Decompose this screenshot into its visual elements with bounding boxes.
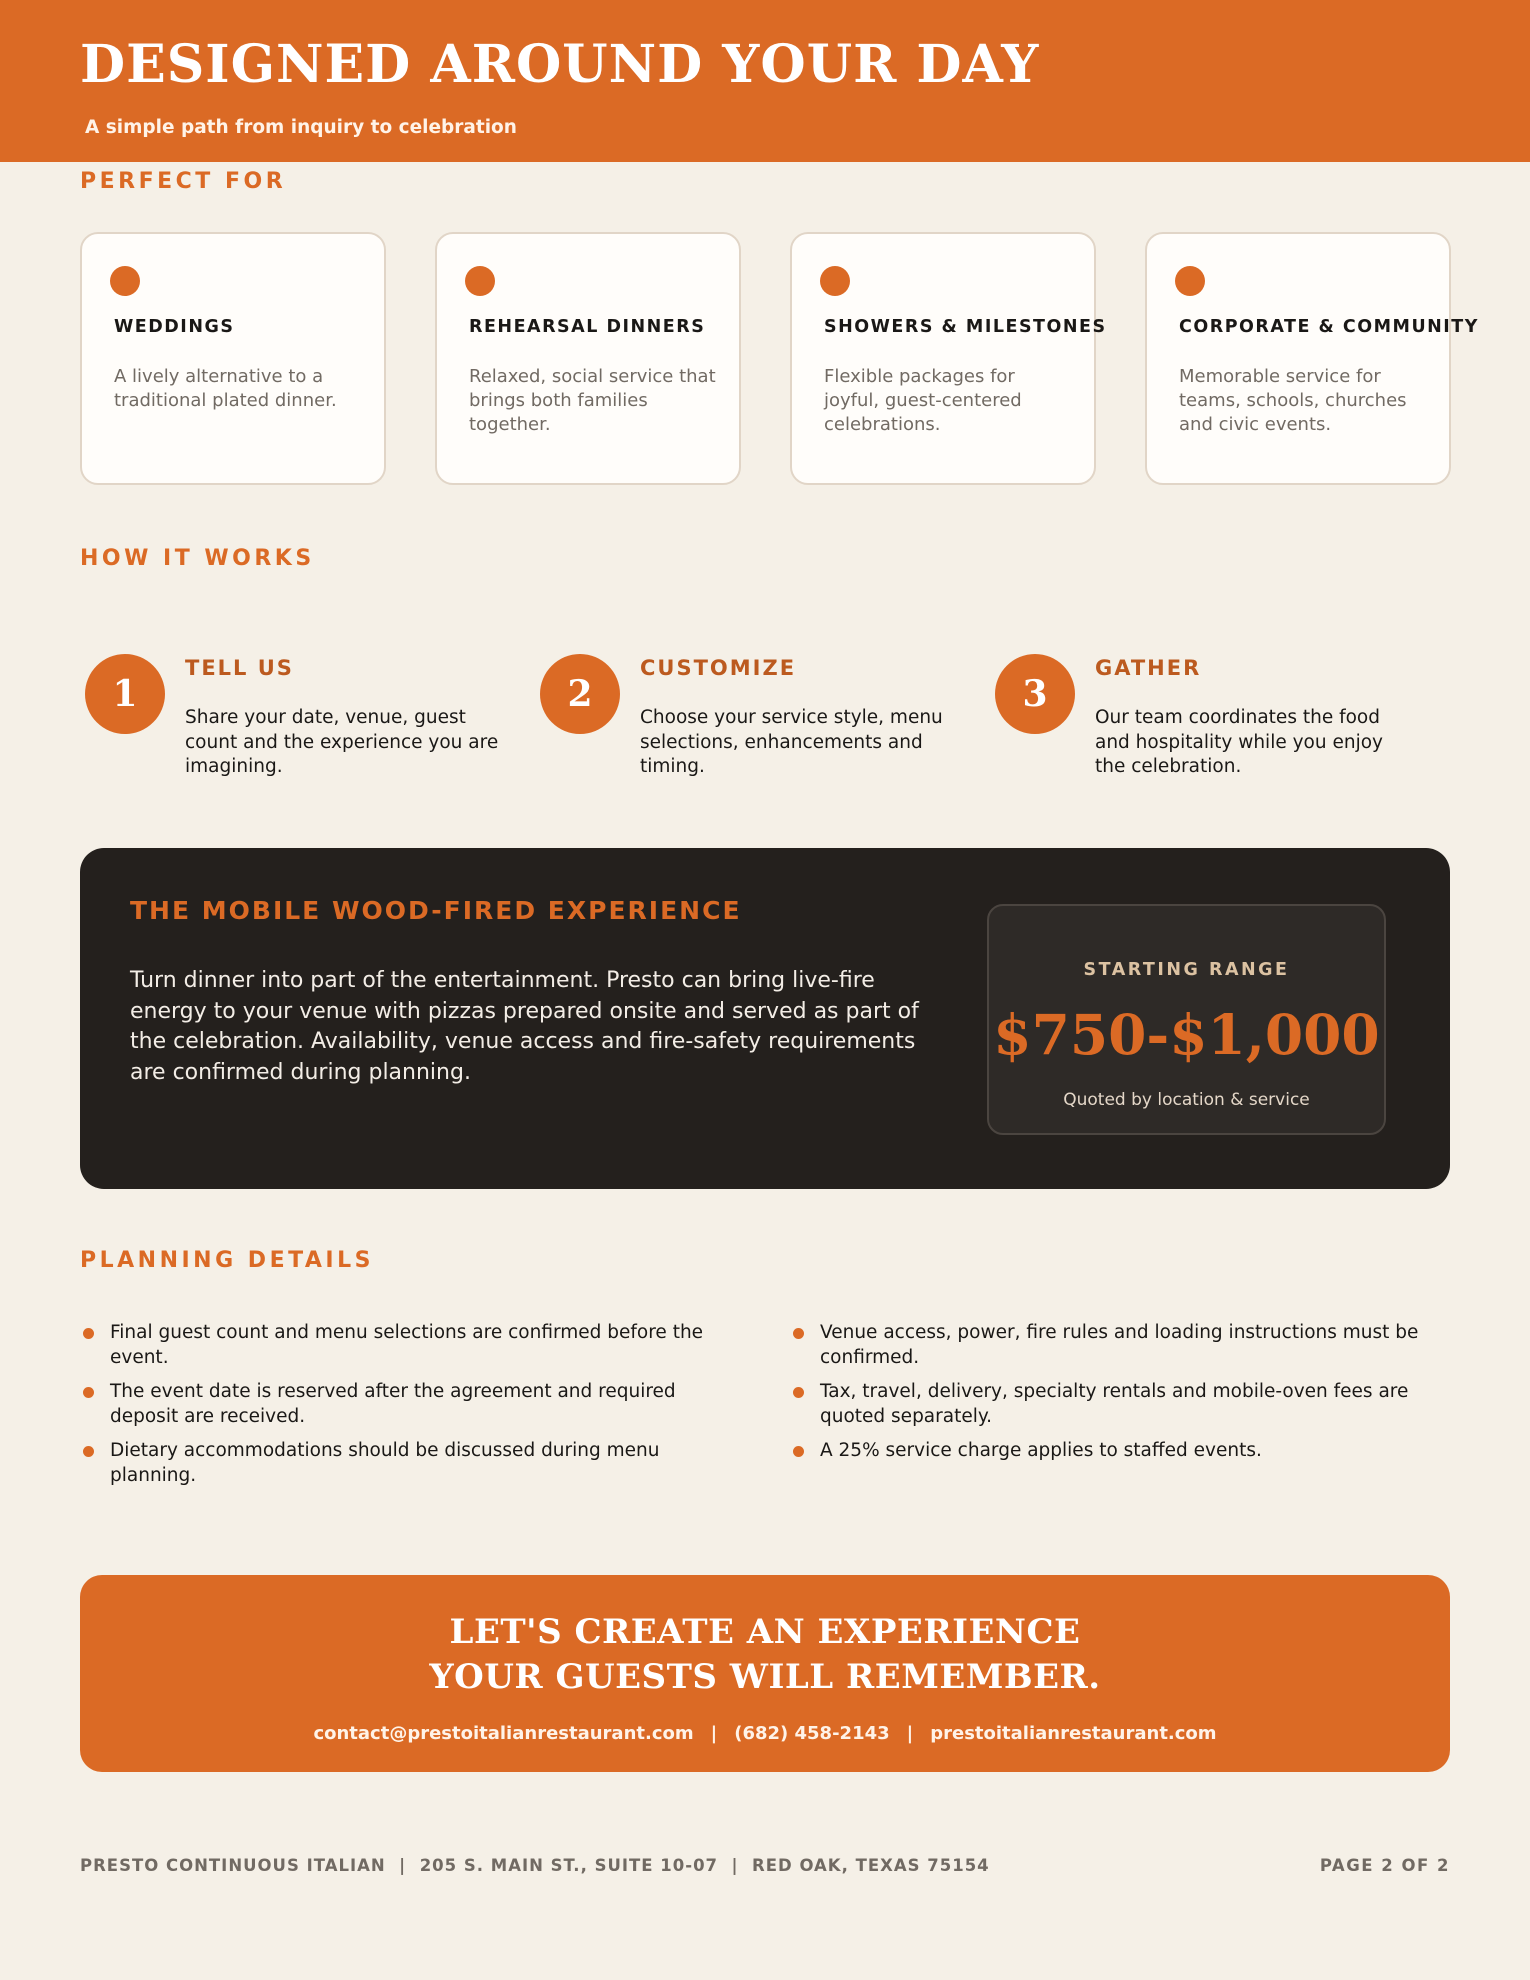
price-box [987,904,1386,1135]
list-item [80,1379,730,1429]
how-it-works-heading: HOW IT WORKS [80,546,315,571]
separator: | [710,1723,718,1744]
step-number-badge: 2 [540,654,620,734]
dot-icon [465,266,495,296]
footer-address: PRESTO CONTINUOUS ITALIAN | 205 S. MAIN ST., SUITE 10-07 | RED OAK, TEXAS 75154 [80,1856,990,1875]
step-title: CUSTOMIZE [640,656,797,680]
price-value: $750-$1,000 [993,1002,1380,1067]
planning-list-right [790,1320,1455,1472]
mobile-experience-text: Turn dinner into part of the entertainment. Presto can bring live-fire energy to your venue with pizzas prepared onsite and served as part of the celebration. Availability, venue access and fire-safety requirements are confirmed during planning. [130,968,919,1085]
dot-icon [110,266,140,296]
step-gather [990,650,1430,790]
bullet-icon [83,1328,94,1339]
page-header [0,0,1530,162]
how-it-works-steps [80,650,1450,790]
card-rehearsal-dinners [435,232,741,485]
card-text: Relaxed, social service that brings both families together. [469,366,716,435]
dot-icon [820,266,850,296]
bullet-icon [793,1387,804,1398]
separator: | [906,1723,914,1744]
list-item-text: The event date is reserved after the agreement and required deposit are received. [110,1381,676,1427]
cta-title-line-2: YOUR GUESTS WILL REMEMBER. [429,1657,1101,1697]
card-text: Memorable service for teams, schools, churches and civic events. [1179,366,1407,435]
card-weddings [80,232,386,485]
list-item-text: A 25% service charge applies to staffed events. [820,1440,1262,1461]
card-title: WEDDINGS [114,317,235,337]
step-title: TELL US [185,656,294,680]
list-item [790,1379,1455,1429]
price-label: STARTING RANGE [1083,960,1290,980]
mobile-experience-title: THE MOBILE WOOD-FIRED EXPERIENCE [130,896,742,925]
card-showers-milestones [790,232,1107,485]
list-item-text: Dietary accommodations should be discussed during menu planning. [110,1440,660,1486]
card-title: REHEARSAL DINNERS [469,317,706,337]
price-note: Quoted by location & service [1063,1090,1310,1110]
step-text: Choose your service style, menu selections, enhancements and timing. [640,707,943,777]
list-item [80,1320,730,1370]
step-customize [535,650,975,790]
page-title: DESIGNED AROUND YOUR DAY [80,34,1040,95]
list-item [790,1320,1455,1370]
call-to-action-banner [80,1575,1450,1772]
contact-line [80,1723,1450,1744]
step-number-badge: 3 [995,654,1075,734]
list-item-text: Venue access, power, fire rules and loading instructions must be confirmed. [820,1322,1419,1368]
perfect-for-heading: PERFECT FOR [80,169,287,194]
cta-title-line-1: LET'S CREATE AN EXPERIENCE [449,1612,1081,1652]
card-text: A lively alternative to a traditional plated dinner. [114,366,337,411]
bullet-icon [793,1446,804,1457]
planning-details-heading: PLANNING DETAILS [80,1248,374,1273]
cta-title [80,1610,1450,1700]
planning-list-left [80,1320,730,1497]
contact-phone-link[interactable]: (682) 458-2143 [734,1723,890,1744]
card-title: SHOWERS & MILESTONES [824,317,1107,337]
step-title: GATHER [1095,656,1202,680]
website-link[interactable]: prestoitalianrestaurant.com [930,1723,1217,1744]
planning-details [80,1320,1450,1500]
list-item [80,1438,730,1488]
list-item-text: Tax, travel, delivery, specialty rentals and mobile-oven fees are quoted separately. [820,1381,1409,1427]
list-item-text: Final guest count and menu selections are confirmed before the event. [110,1322,704,1368]
step-text: Share your date, venue, guest count and the experience you are imagining. [185,707,499,777]
page-subtitle: A simple path from inquiry to celebration [85,117,517,138]
card-text: Flexible packages for joyful, guest-centered celebrations. [824,366,1022,435]
bullet-icon [83,1446,94,1457]
perfect-for-cards [80,232,1479,485]
mobile-experience-panel [80,848,1450,1189]
page-number: PAGE 2 OF 2 [1319,1856,1450,1875]
contact-email-link[interactable]: contact@prestoitalianrestaurant.com [313,1723,694,1744]
list-item [790,1438,1455,1463]
card-corporate-community [1145,232,1479,485]
dot-icon [1175,266,1205,296]
bullet-icon [793,1328,804,1339]
step-text: Our team coordinates the food and hospitality while you enjoy the celebration. [1095,707,1383,777]
bullet-icon [83,1387,94,1398]
card-title: CORPORATE & COMMUNITY [1179,317,1479,337]
step-number-badge: 1 [85,654,165,734]
step-tell-us [80,650,520,790]
